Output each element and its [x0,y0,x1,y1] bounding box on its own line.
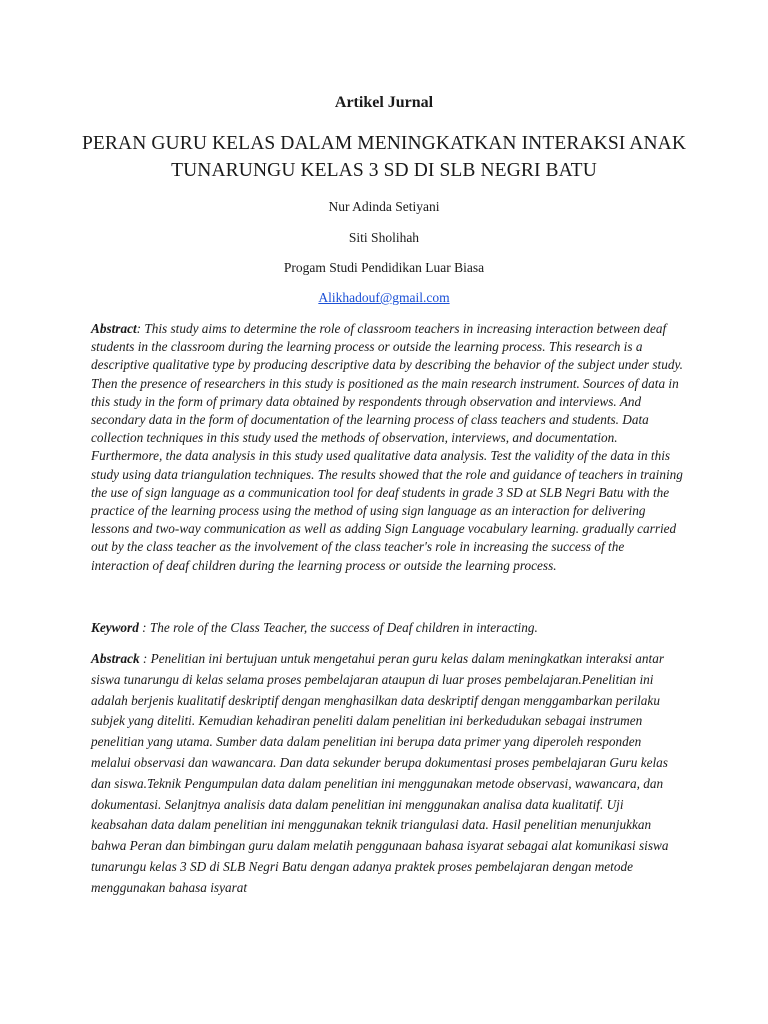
author-name: Nur Adinda Setiyani [328,199,440,214]
abstract-label: Abstract [91,321,137,336]
keywords [91,619,683,637]
study-program: Progam Studi Pendidikan Luar Biasa [283,260,485,275]
article-type-label: Artikel Jurnal [334,94,434,111]
author-email-link[interactable]: Alikhadouf@gmail.com [318,290,450,305]
abstrack-label: Abstrack [91,651,140,666]
article-title: PERAN GURU KELAS DALAM MENINGKATKAN INTERAKSI ANAK TUNARUNGU KELAS 3 SD DI SLB NEGRI BATU [81,133,687,181]
abstract-text: : This study aims to determine the role of classroom teachers in increasing interaction between deaf students in the classroom during the learning process or outside the learning process. This research is a descriptive qualitative type by producing descriptive data by describing the behavior of the subject under study. Then the presence of researchers in this study is positioned as the main research instrument. Sources of data in this study in the form of primary data obtained by respondents through observation and interviews. And secondary data in the form of documentation of the learning process of class teachers and students. Data collection techniques in this study used the methods of observation, interviews, and documentation. Furthermore, the data analysis in this study used qualitative data analysis. Test the validity of the data in this study using data triangulation techniques. The results showed that the role and guidance of teachers in training the use of sign language as a communication tool for deaf students in grade 3 SD at SLB Negri Batu with the practice of the learning process using the method of using sign language as an interaction for delivering lessons and two-way communication as well as adding Sign Language vocabulary learning. gradually carried out by the class teacher as the involvement of the class teacher's role in increasing the success of the interaction of deaf children during the learning process or outside the learning process. [91,321,683,573]
keyword-label: Keyword [91,620,139,635]
keyword-text: : The role of the Class Teacher, the success of Deaf children in interacting. [138,620,538,635]
abstract-english [91,320,683,575]
abstrack-text: : Penelitian ini bertujuan untuk mengetahui peran guru kelas dalam meningkatkan interaksi antar siswa tunarungu di kelas selama proses pembelajaran ataupun di luar proses pembelajaran.Penelitian ini adalah berjenis kualitatif deskriptif dengan menghasilkan data deskriptif dengan menggambarkan perilaku subjek yang diteliti. Kemudian kehadiran peneliti dalam penelitian ini berkedudukan sebagai instrumen penelitian yang utama. Sumber data dalam penelitian ini berupa data primer yang diperoleh responden melalui observasi dan wawancara. Dan data sekunder berupa dokumentasi proses pembelajaran Guru kelas dan siswa.Teknik Pengumpulan data dalam penelitian ini menggunakan metode observasi, wawancara, dan dokumentasi. Selanjtnya analisis data dalam penelitian ini menggunakan analisa data kualitatif. Uji keabsahan data dalam penelitian ini menggunakan teknik triangulasi data. Hasil penelitian menunjukkan bahwa Peran dan bimbingan guru dalam melatih penggunaan bahasa isyarat sebagai alat komunikasi siswa tunarungu kelas 3 SD di SLB Negri Batu dengan adanya praktek proses pembelajaran dengan metode menggunakan bahasa isyarat [91,651,669,895]
author-name: Siti Sholihah [348,230,420,245]
abstract-indonesian [91,649,683,899]
